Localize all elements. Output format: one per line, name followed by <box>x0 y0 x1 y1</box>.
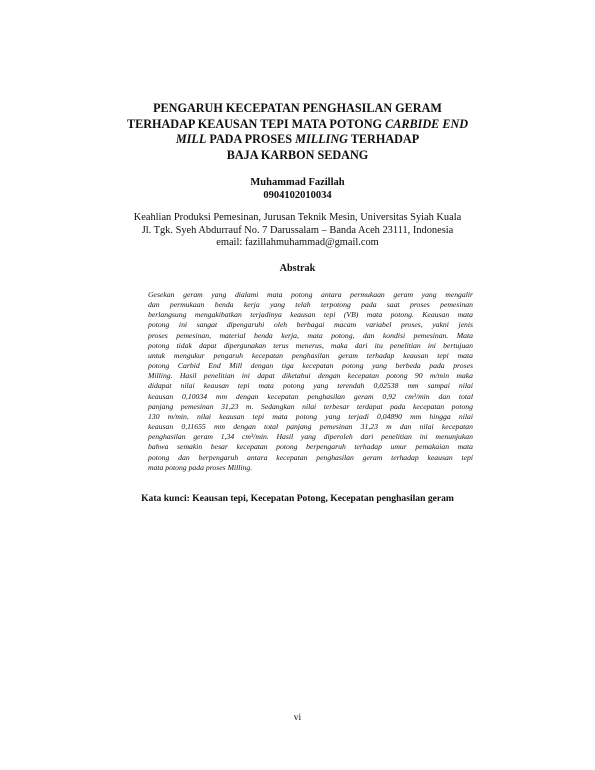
abstract-line: mata potong pada proses Milling. <box>148 462 253 472</box>
title-line-2-italic: CARBIDE END <box>385 116 469 131</box>
affiliation-line-1: Keahlian Produksi Pemesinan, Jurusan Teknik Mesin, Universitas Syiah Kuala <box>133 212 462 223</box>
title-line-4: BAJA KARBON SEDANG <box>226 147 369 162</box>
abstract-line: didapat nilai keausan tepi mata potong yang terendah 0,02538 mm sampai nilai <box>148 381 473 391</box>
abstract-line: bahwa semakin besar kecepatan potong berpengaruh terhadap umur pemakaian mata <box>148 442 473 452</box>
author-block <box>110 176 485 202</box>
abstract-line: berlangsung mengakibatkan terjadinya keausan tepi (VB) mata potong. Keausan mata <box>148 310 473 320</box>
paper-title <box>110 101 485 163</box>
author-id: 0904102010034 <box>263 190 332 201</box>
abstract-heading: Abstrak <box>279 263 316 274</box>
page-number: vi <box>293 713 302 723</box>
abstract-line: Gesekan geram yang dialami mata potong antara permukaan geram yang mengalir <box>148 290 473 299</box>
abstract-line: penghasilan geram 1,34 cm³/min. Hasil yang diperoleh dari penelitian ini menunjukan <box>148 432 473 442</box>
title-line-2 <box>110 117 485 133</box>
abstract-line: proses pemesinan, material benda kerja, mata potong, dan kondisi pemesinan. Mata <box>148 330 473 340</box>
abstract-line: potong Carbid End Mill dengan tiga kecepatan potong yang berbeda pada proses <box>148 361 473 371</box>
title-line-2-text: TERHADAP KEAUSAN TEPI MATA POTONG <box>126 116 386 131</box>
title-line-3-italic-b: MILLING <box>295 132 348 146</box>
title-line-3-text-a: PADA PROSES <box>206 132 296 146</box>
abstract-line: untuk mengukur pengaruh kecepatan penghasilan geram terhadap keausan tepi mata <box>148 350 473 360</box>
abstract-line: dan permukaan benda kerja yang telah terpotong pada saat proses pemesinan <box>148 300 473 310</box>
title-line-3-italic-a: MILL <box>175 132 207 146</box>
author-name: Muhammad Fazillah <box>250 177 345 188</box>
title-line-3 <box>110 132 485 148</box>
title-line-1: PENGARUH KECEPATAN PENGHASILAN GERAM <box>153 101 442 115</box>
keywords: Kata kunci: Keausan tepi, Kecepatan Potong, Kecepatan penghasilan geram <box>141 493 454 504</box>
abstract-line: keausan 0,11655 mm dengan total panjang pemesinan 31,23 m dan nilai kecepatan <box>148 422 473 432</box>
abstract-line: potong tidak dapat dipergunakan terus menerus, maka dari itu penelitian ini bertujuan <box>148 340 473 350</box>
affiliation-line-2: Jl. Tgk. Syeh Abdurrauf No. 7 Darussalam – Banda Aceh 23111, Indonesia <box>141 224 454 236</box>
abstract-line: Milling. Hasil penelitian ini dapat diketahui dengan kecepatan potong 90 m/min maka <box>148 371 473 381</box>
affiliation-block <box>90 212 505 250</box>
affiliation-email: email: fazillahmuhammad@gmail.com <box>216 237 379 248</box>
abstract-line: potong ini sangat dipengaruhi oleh berbagai macam variabel proses, yakni jenis <box>148 320 473 330</box>
abstract-body <box>148 290 473 473</box>
abstract-line: potong dan berpengaruh antara kecepatan penghasilan geram terhadap keausan tepi <box>148 452 473 462</box>
abstract-line: 130 m/min, nilai keausan tepi mata potong yang terjadi 0,04890 mm hingga nilai <box>148 411 473 421</box>
abstract-line: panjang pemesinan 31,23 m. Sedangkan nilai terbesar terdapat pada kecepatan potong <box>148 401 473 411</box>
abstract-line: keausan 0,10034 mm dengan kecepatan penghasilan geram 0,92 cm³/min dan total <box>148 391 473 401</box>
title-line-3-text-b: TERHADAP <box>347 132 420 146</box>
